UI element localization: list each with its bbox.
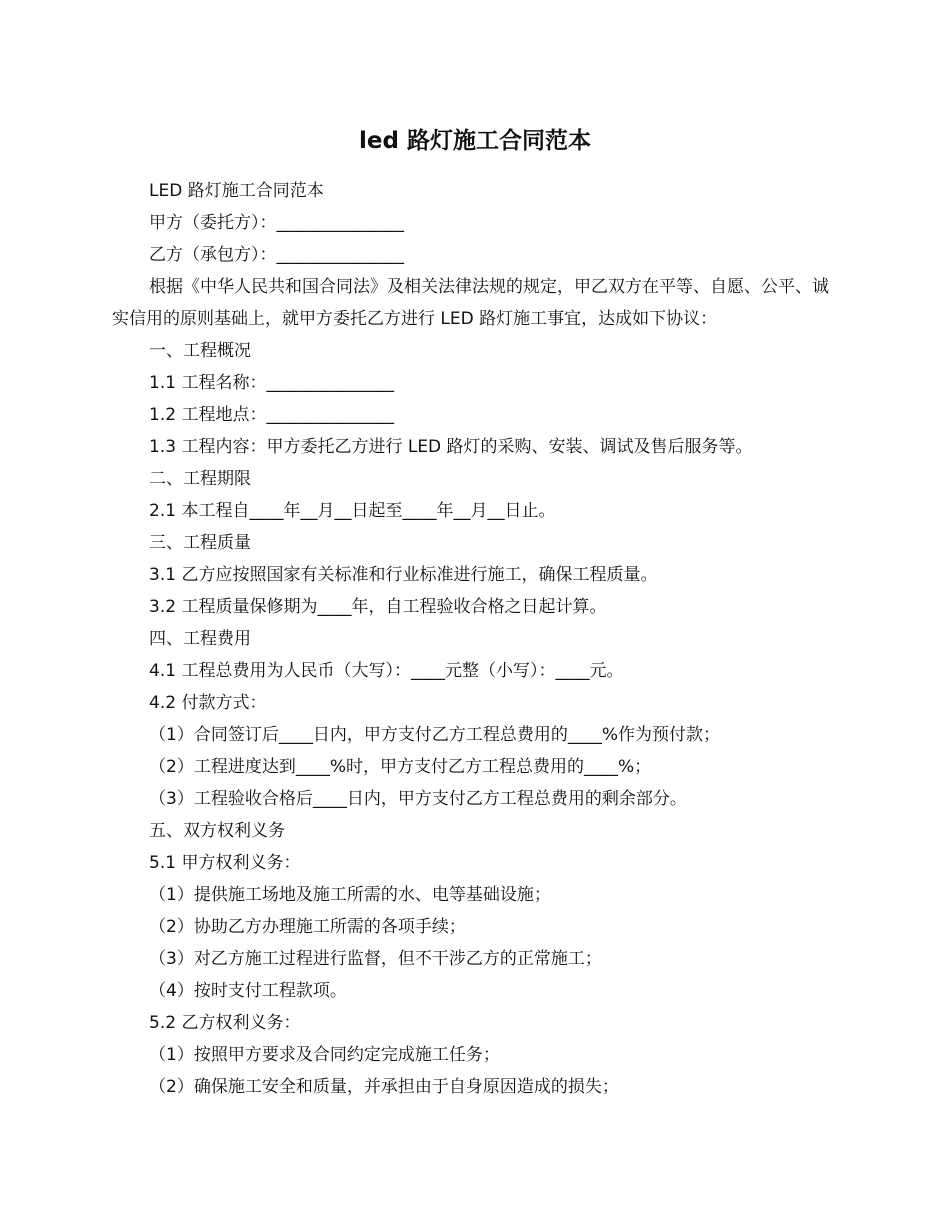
section-heading-4: 四、工程费用: [149, 629, 251, 649]
clause-4-1: 4.1 工程总费用为人民币（大写）：____元整（小写）：____元。: [149, 661, 624, 681]
party-a-duty-1: （1）提供施工场地及施工所需的水、电等基础设施；: [149, 885, 551, 905]
party-b-line: 乙方（承包方）：_______________: [149, 245, 404, 265]
clause-1-2: 1.2 工程地点：_______________: [149, 405, 394, 425]
party-a-duty-3: （3）对乙方施工过程进行监督，但不干涉乙方的正常施工；: [149, 949, 602, 969]
subtitle-line: LED 路灯施工合同范本: [149, 181, 324, 201]
payment-item-3: （3）工程验收合格后____日内，甲方支付乙方工程总费用的剩余部分。: [149, 789, 687, 809]
party-a-duty-4: （4）按时支付工程款项。: [149, 981, 347, 1001]
clause-3-1: 3.1 乙方应按照国家有关标准和行业标准进行施工，确保工程质量。: [149, 565, 658, 585]
section-heading-2: 二、工程期限: [149, 469, 251, 489]
party-a-duty-2: （2）协助乙方办理施工所需的各项手续；: [149, 917, 466, 937]
party-a-line: 甲方（委托方）：_______________: [149, 213, 404, 233]
clause-1-3: 1.3 工程内容：甲方委托乙方进行 LED 路灯的采购、安装、调试及售后服务等。: [149, 437, 753, 457]
clause-3-2: 3.2 工程质量保修期为____年，自工程验收合格之日起计算。: [149, 597, 607, 617]
section-heading-3: 三、工程质量: [149, 533, 251, 553]
party-b-duty-2: （2）确保施工安全和质量，并承担由于自身原因造成的损失；: [149, 1077, 619, 1097]
party-b-duty-1: （1）按照甲方要求及合同约定完成施工任务；: [149, 1045, 500, 1065]
clause-5-1: 5.1 甲方权利义务：: [149, 853, 301, 873]
payment-item-1: （1）合同签订后____日内，甲方支付乙方工程总费用的____%作为预付款；: [149, 725, 720, 745]
clause-2-1: 2.1 本工程自____年__月__日起至____年__月__日止。: [149, 501, 556, 521]
clause-1-1: 1.1 工程名称：_______________: [149, 373, 394, 393]
section-heading-1: 一、工程概况: [149, 341, 251, 361]
section-heading-5: 五、双方权利义务: [149, 821, 285, 841]
payment-item-2: （2）工程进度达到____%时，甲方支付乙方工程总费用的____%；: [149, 757, 652, 777]
document-title: led 路灯施工合同范本: [359, 128, 591, 154]
clause-5-2: 5.2 乙方权利义务：: [149, 1013, 301, 1033]
document-body: [112, 175, 838, 1103]
preamble-paragraph: 根据《中华人民共和国合同法》及相关法律法规的规定，甲乙双方在平等、自愿、公平、诚实信用的原则基础上，就甲方委托乙方进行 LED 路灯施工事宜，达成如下协议：: [112, 277, 829, 329]
clause-4-2: 4.2 付款方式：: [149, 693, 267, 713]
